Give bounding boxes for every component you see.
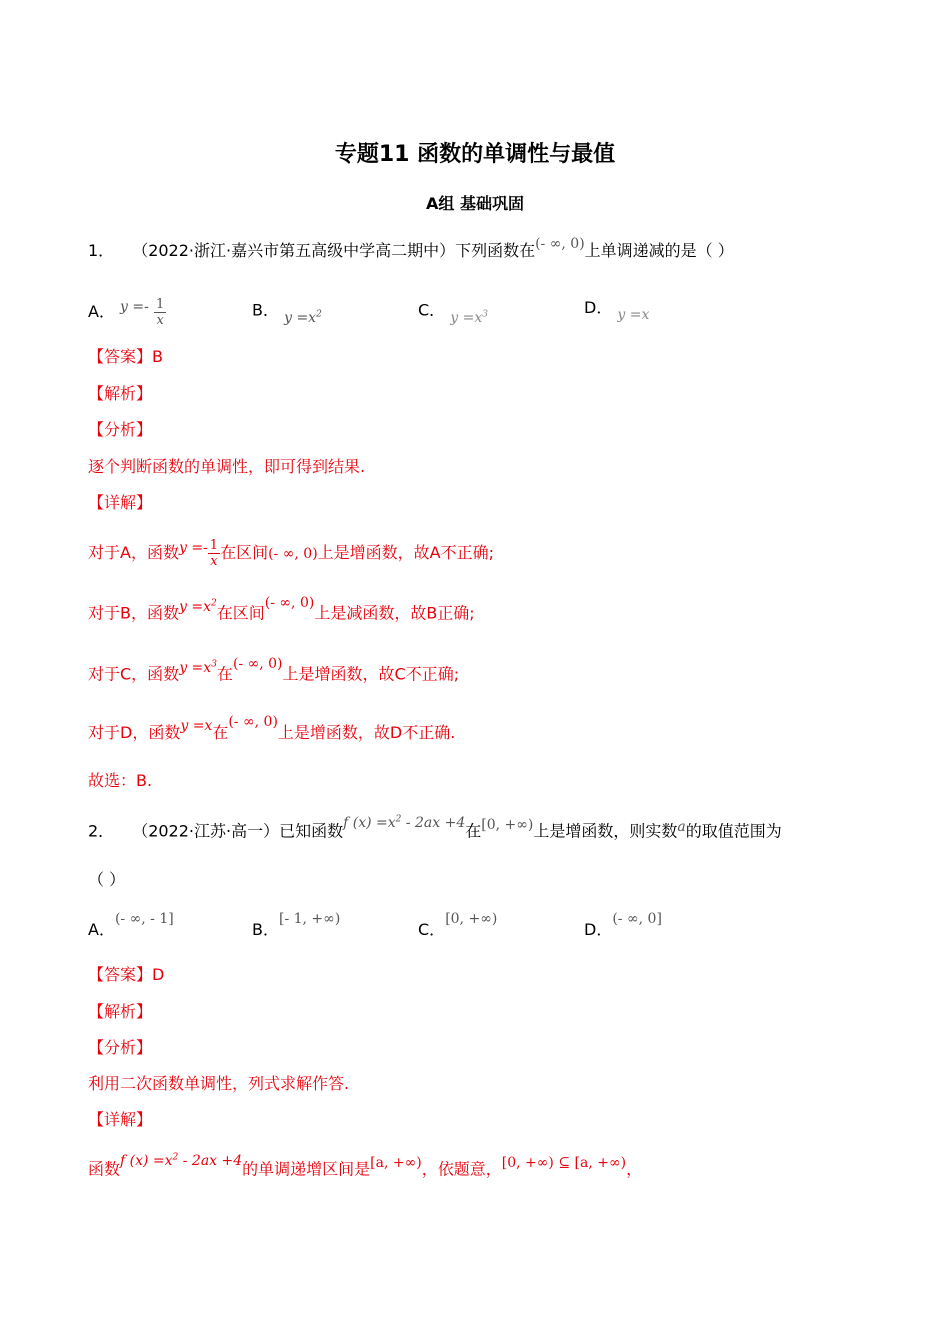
detail-label: 【详解】 [88,493,153,512]
fenxi-text: 逐个判断函数的单调性，即可得到结果. [88,457,366,476]
math-interval: (- ∞, 0) [264,594,315,611]
math-expr: y =x [617,307,650,323]
option-c[interactable]: C．[0, +∞) [418,911,498,939]
detail-line-a: 对于A，函数y =- $\frac{1}{x}$ 在区间(- ∞, 0)上是增函数，故A不正确; [88,538,494,569]
math-expr: $y =x^3$ [450,309,489,326]
math-interval: (- ∞, 0) [228,714,278,730]
section-subtitle: A组 基础巩固 [426,194,524,213]
answer-blank: （ ） [88,870,126,889]
option-a[interactable] [88,297,166,328]
analysis-label: 【解析】 [88,384,153,403]
conclusion: 故选：B. [88,771,153,790]
math-interval: [- 1, +∞) [278,911,341,927]
answer-label: 【答案】B [88,347,163,366]
fenxi-label: 【分析】 [88,1038,153,1057]
question-1-stem [88,236,734,263]
detail-line-b: 对于B，函数$y =x^2$在区间(- ∞, 0)上是减函数，故B正确; [88,594,475,623]
math-interval: [a, +∞) [370,1154,422,1171]
detail-label: 【详解】 [88,1110,153,1129]
fenxi-text: 利用二次函数单调性，列式求解作答. [88,1074,350,1093]
math-interval: [0, +∞) [481,816,534,833]
detail-line-d: 对于D，函数y =x在(- ∞, 0)上是增函数，故D不正确. [88,714,456,742]
detail-line: 函数f $(x) =x^2 - 2ax +4$的单调递增区间是[a, +∞)，依题意，[0, +∞) ⊆ [a, +∞)， [88,1152,643,1179]
answer-label: 【答案】D [88,965,165,984]
option-d[interactable]: D． y =x [584,298,650,323]
math-function: f $(x) =x^2 - 2ax +4$ [120,1152,243,1169]
question-source: （2022·浙江·嘉兴市第五高级中学高二期中）下列函数在 [132,241,536,260]
math-expr: y =- [120,299,149,315]
option-d[interactable]: D．(- ∞, 0] [584,911,662,939]
fenxi-label: 【分析】 [88,420,153,439]
math-interval: [0, +∞) ⊆ [a, +∞) [501,1154,627,1171]
math-fraction: $\frac{1}{x}$ [209,538,219,569]
question-2-stem: 2． （2022·江苏·高一）已知函数f $(x) =x^2 - 2ax +4$在[0, +∞)上是增函数，则实数a的取值范围为 [88,814,782,841]
math-function: f $(x) =x^2 - 2ax +4$ [343,814,466,831]
question-tail: 上单调递减的是（ ） [584,241,734,260]
question-number: 1． [88,241,115,260]
option-label: A． [88,302,115,321]
analysis-label: 【解析】 [88,1002,153,1021]
detail-line-c: 对于C，函数$y =x^3$在(- ∞, 0)上是增函数，故C不正确; [88,655,460,684]
math-fraction: $\frac{1}{x}$ [155,297,165,328]
math-interval: (- ∞, - 1] [114,911,174,927]
math-interval: (- ∞, 0) [535,236,585,252]
math-interval: [0, +∞) [445,911,498,927]
option-b[interactable]: B．[- 1, +∞) [252,911,341,939]
math-expr: $y =x^2$ [284,309,322,326]
page-title: 专题11 函数的单调性与最值 [334,142,616,167]
question-number: 2． [88,821,115,841]
math-interval: (- ∞, 0) [268,546,318,562]
math-interval: (- ∞, 0] [612,911,662,927]
option-a[interactable]: A．(- ∞, - 1] [88,911,174,939]
math-interval: (- ∞, 0) [232,655,283,672]
option-b[interactable]: B． $y =x^2$ [252,300,322,326]
option-c[interactable]: C． $y =x^3$ [418,300,489,326]
